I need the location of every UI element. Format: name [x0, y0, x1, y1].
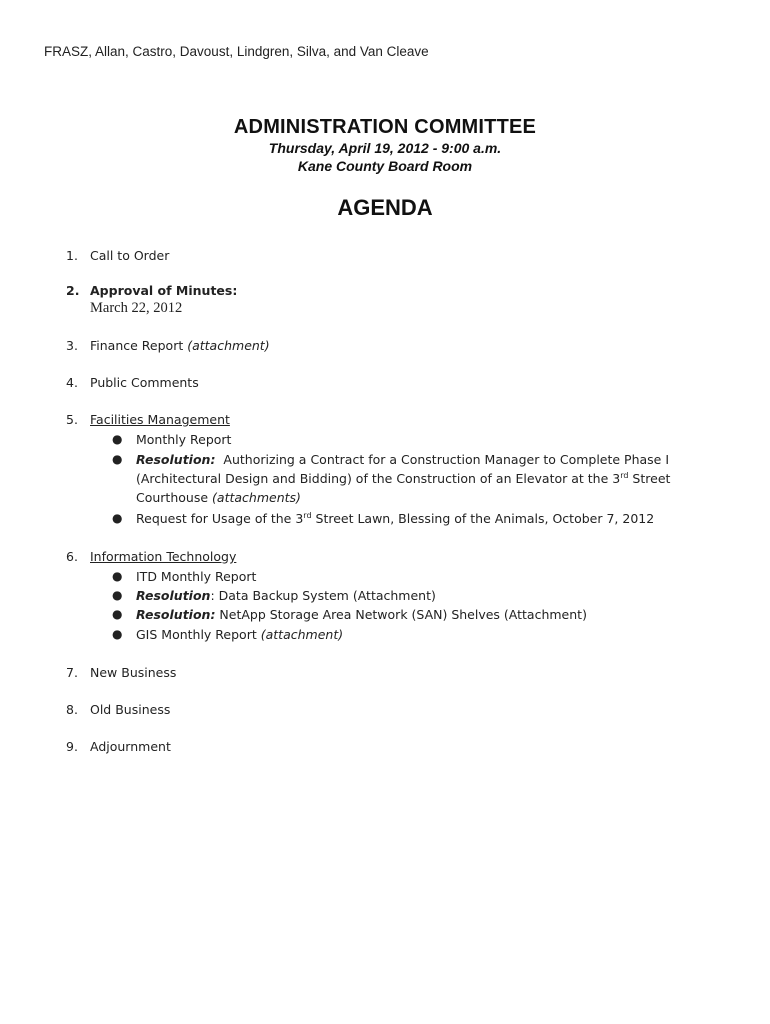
bullet-text: Monthly Report — [136, 432, 232, 447]
bullet-line: GIS Monthly Report — [136, 627, 257, 642]
bullet-text: ITD Monthly Report — [136, 569, 257, 584]
bullet-line: Courthouse — [136, 490, 209, 505]
item-number: 1. — [66, 248, 78, 263]
bullet-text — [136, 607, 587, 622]
bullet-line: NetApp Storage Area Network (SAN) Shelves (Attachment) — [215, 607, 587, 622]
item-label: Information Technology — [90, 549, 237, 564]
item-label: Finance Report — [90, 338, 184, 353]
bullet-line: (Architectural Design and Bidding) of the Construction of an Elevator at the 3 — [136, 471, 621, 487]
bullet-text — [136, 511, 654, 526]
item-label-row — [90, 338, 270, 353]
bullet-line: Street Lawn, Blessing of the Animals, October 7, 2012 — [311, 511, 655, 527]
bullet-line: Street — [628, 471, 671, 487]
meeting-location: Kane County Board Room — [297, 158, 473, 174]
agenda-heading: AGENDA — [337, 195, 433, 220]
item-number: 3. — [66, 338, 78, 353]
item-number: 5. — [66, 412, 78, 427]
bullet-text — [136, 490, 301, 505]
bullet-icon: ● — [112, 588, 123, 602]
item-number: 9. — [66, 739, 78, 754]
bullet-text — [136, 588, 436, 603]
item-label: Facilities Management — [90, 412, 230, 427]
bullet-note: (attachments) — [212, 490, 301, 505]
bullet-text — [136, 452, 669, 467]
item-label: Old Business — [90, 702, 171, 717]
item-label: Approval of Minutes: — [90, 283, 238, 298]
bullet-line: Request for Usage of the 3 — [136, 511, 304, 527]
bullet-text — [136, 627, 343, 642]
bullet-icon: ● — [112, 569, 123, 583]
bullet-text — [136, 471, 670, 486]
superscript: rd — [620, 471, 629, 480]
bullet-icon: ● — [112, 607, 123, 621]
item-label: Call to Order — [90, 248, 170, 263]
bullet-line: : Data Backup System (Attachment) — [210, 588, 436, 603]
item-label: Public Comments — [90, 375, 199, 390]
item-number: 6. — [66, 549, 78, 564]
committee-members: FRASZ, Allan, Castro, Davoust, Lindgren, Silva, and Van Cleave — [44, 44, 429, 59]
item-number: 8. — [66, 702, 78, 717]
item-label: New Business — [90, 665, 177, 680]
bullet-icon: ● — [112, 627, 123, 641]
item-number: 4. — [66, 375, 78, 390]
bullet-icon: ● — [112, 432, 123, 446]
bullet-note: (attachment) — [260, 627, 344, 642]
resolution-prefix: Resolution: — [136, 607, 216, 622]
minutes-date: March 22, 2012 — [90, 300, 183, 316]
committee-title: ADMINISTRATION COMMITTEE — [233, 116, 537, 138]
superscript: rd — [303, 511, 312, 520]
resolution-prefix: Resolution — [136, 588, 211, 603]
item-label: Adjournment — [90, 739, 171, 754]
bullet-icon: ● — [112, 511, 123, 525]
bullet-icon: ● — [112, 452, 123, 466]
meeting-datetime: Thursday, April 19, 2012 - 9:00 a.m. — [268, 140, 502, 156]
resolution-prefix: Resolution: — [136, 452, 216, 467]
item-number: 7. — [66, 665, 78, 680]
bullet-line: Authorizing a Contract for a Construction Manager to Complete Phase I — [223, 452, 670, 467]
item-note: (attachment) — [187, 338, 270, 353]
item-number: 2. — [66, 283, 80, 298]
